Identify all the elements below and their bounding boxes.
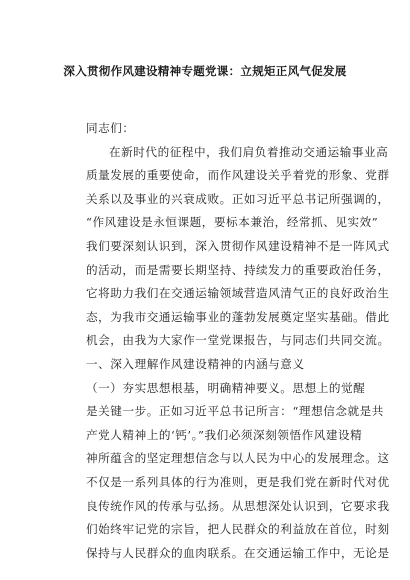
paragraph-line: 良传统作风的传承与弘扬。从思想深处认识到，它要求我 — [86, 498, 390, 513]
paragraph-line: 机会，由我为大家作一堂党课报告，与同志们共同交流。 — [86, 333, 390, 348]
paragraph-line: 态，为我市交通运输事业的蓬勃发展奠定坚实基础。借此 — [86, 309, 390, 324]
document-title: 深入贯彻作风建设精神专题党课：立规矩正风气促发展 — [63, 64, 347, 78]
paragraph-line: 它将助力我们在交通运输领域营造风清气正的良好政治生 — [86, 286, 390, 301]
paragraph-line: 质量发展的重要使命，而作风建设关乎着党的形象、党群 — [86, 168, 390, 183]
paragraph-line: 产党人精神上的‘钙’。”我们必须深刻领悟作风建设精 — [86, 427, 363, 442]
paragraph-line: 神所蕴含的坚定理想信念与以人民为中心的发展理念。这 — [86, 451, 390, 466]
paragraph-line: 保持与人民群众的血肉联系。在交通运输工作中，无论是 — [86, 545, 390, 560]
document-body — [63, 117, 390, 565]
paragraph-line: 的活动，而是需要长期坚持、持续发力的重要政治任务， — [86, 262, 390, 277]
paragraph-line: 们始终牢记党的宗旨，把人民群众的利益放在首位，时刻 — [86, 522, 390, 537]
paragraph-line: 我们要深刻认识到，深入贯彻作风建设精神不是一阵风式 — [86, 238, 390, 253]
paragraph-line: 不仅是一系列具体的行为准则，更是我们党在新时代对优 — [86, 474, 390, 489]
paragraph-line: 是关键一步。正如习近平总书记所言：“理想信念就是共 — [86, 404, 384, 419]
subsection-heading-line: （一）夯实思想根基，明确精神要义。思想上的觉醒 — [86, 380, 366, 395]
paragraph-line: 关系以及事业的兴衰成败。正如习近平总书记所强调的， — [86, 191, 390, 206]
paragraph-line: “作风建设是永恒课题，要标本兼治，经常抓、见实效” — [86, 215, 379, 230]
paragraph-line: 在新时代的征程中，我们肩负着推动交通运输事业高 — [109, 144, 389, 159]
salutation: 同志们： — [86, 121, 135, 135]
section-heading: 一、深入理解作风建设精神的内涵与意义 — [86, 356, 305, 371]
